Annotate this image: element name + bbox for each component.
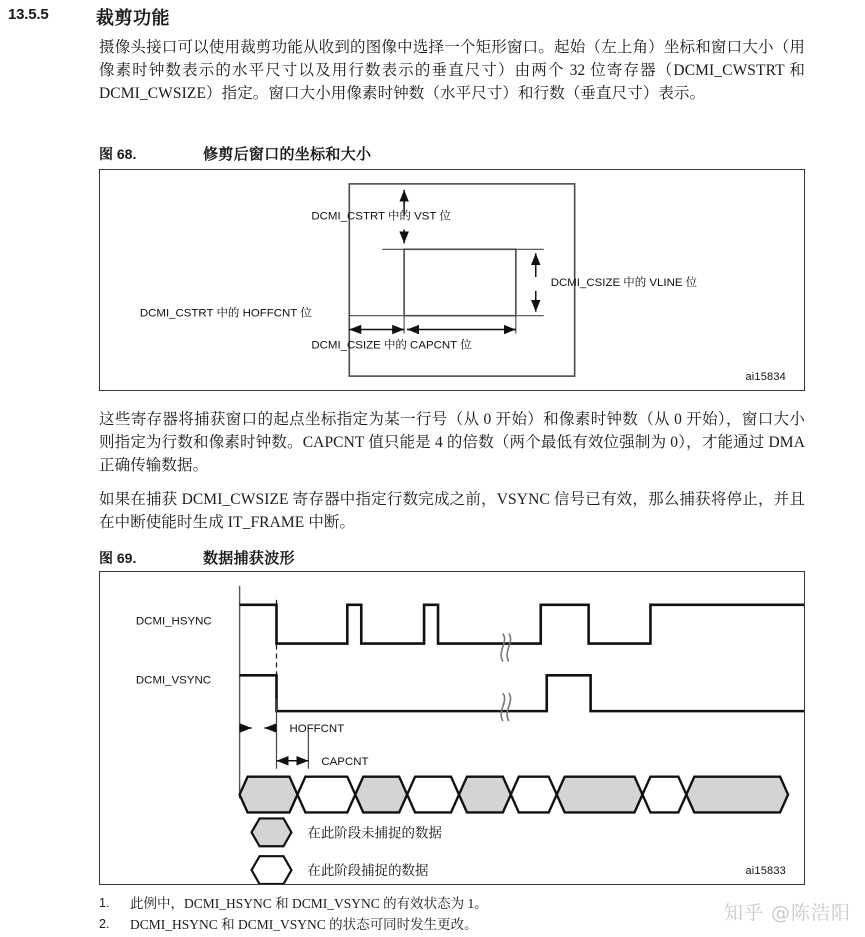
figure68-caption-text: 修剪后窗口的坐标和大小 bbox=[203, 146, 372, 163]
data-hex bbox=[240, 777, 298, 813]
paragraph-vsync: 如果在捕获 DCMI_CWSIZE 寄存器中指定行数完成之前，VSYNC 信号已有效，那么捕获将停止，并且在中断使能时生成 IT_FRAME 中断。 bbox=[99, 491, 805, 531]
section-number: 13.5.5 bbox=[8, 6, 49, 23]
data-hex bbox=[511, 777, 557, 813]
legend-hex-captured bbox=[252, 856, 292, 884]
crop-window-rect bbox=[404, 249, 516, 315]
figure69-caption-number: 图 69. bbox=[99, 550, 137, 566]
footnote-number: 2. bbox=[99, 917, 110, 931]
hsync-break-squiggle-b bbox=[507, 634, 510, 662]
figure68-drawing bbox=[100, 170, 804, 390]
data-hex bbox=[459, 777, 511, 813]
figure68-label-hoffcnt: DCMI_CSTRT 中的 HOFFCNT 位 bbox=[139, 307, 312, 320]
data-hex bbox=[557, 777, 643, 813]
data-hex bbox=[686, 777, 788, 813]
figure68-label-vst: DCMI_CSTRT 中的 VST 位 bbox=[311, 210, 451, 223]
figure68-label-capcnt: DCMI_CSIZE 中的 CAPCNT 位 bbox=[311, 339, 472, 352]
hsync-waveform bbox=[240, 605, 804, 644]
data-hex bbox=[355, 777, 407, 813]
legend-label-captured: 在此阶段捕捉的数据 bbox=[307, 863, 429, 879]
vsync-break-squiggle-b bbox=[507, 693, 510, 721]
data-bus-hexagons bbox=[240, 777, 788, 813]
footnote-row bbox=[99, 914, 719, 935]
paragraph-registers: 这些寄存器将捕获窗口的起点坐标指定为某一行号（从 0 开始）和像素时钟数（从 0 开始），窗口大小则指定为行数和像素时钟数。CAPCNT 值只能是 4 的倍数（两个最低有效位强制为 0），才能通过 DMA 正确传输数据。 bbox=[99, 411, 805, 474]
figure69-marker-capcnt: CAPCNT bbox=[321, 755, 369, 768]
data-hex bbox=[407, 777, 459, 813]
data-hex bbox=[642, 777, 686, 813]
vsync-break-squiggle-a bbox=[501, 693, 504, 721]
section-heading bbox=[0, 6, 865, 32]
figure69-label-vsync: DCMI_VSYNC bbox=[135, 674, 212, 687]
figure68-id: ai15834 bbox=[745, 371, 786, 383]
figure69-marker-hoffcnt: HOFFCNT bbox=[289, 722, 345, 735]
figure69-caption-text: 数据捕获波形 bbox=[203, 550, 295, 567]
hsync-break-squiggle-a bbox=[501, 634, 504, 662]
legend-hex-not-captured bbox=[252, 818, 292, 846]
footnote-row bbox=[99, 893, 719, 914]
footnote-number: 1. bbox=[99, 896, 110, 910]
legend-label-not-captured: 在此阶段未捕捉的数据 bbox=[307, 825, 442, 841]
figure68-caption bbox=[99, 143, 371, 164]
data-hex bbox=[297, 777, 355, 813]
figure69-label-hsync: DCMI_HSYNC bbox=[135, 615, 212, 628]
watermark: 知乎 @陈浩阳 bbox=[723, 902, 851, 924]
figure68-caption-number: 图 68. bbox=[99, 146, 137, 162]
figure69-drawing bbox=[100, 572, 804, 884]
figure69-id: ai15833 bbox=[745, 865, 786, 877]
vsync-waveform bbox=[240, 675, 804, 711]
figure69-box bbox=[99, 571, 805, 885]
figure68-label-vline: DCMI_CSIZE 中的 VLINE 位 bbox=[550, 276, 698, 289]
paragraph-intro: 摄像头接口可以使用裁剪功能从收到的图像中选择一个矩形窗口。起始（左上角）坐标和窗口大小（用像素时钟数表示的水平尺寸以及用行数表示的垂直尺寸）由两个 32 位寄存器（DCMI_CWSTRT 和 DCMI_CWSIZE）指定。窗口大小用像素时钟数（水平尺寸）和行数（垂直尺寸）表示。 bbox=[99, 39, 805, 102]
section-title: 裁剪功能 bbox=[96, 8, 170, 28]
figure69-caption bbox=[99, 547, 295, 568]
figure68-box bbox=[99, 169, 805, 391]
footnotes bbox=[99, 893, 719, 935]
footnote-text: DCMI_HSYNC 和 DCMI_VSYNC 的状态可同时发生更改。 bbox=[130, 917, 478, 932]
footnote-text: 此例中，DCMI_HSYNC 和 DCMI_VSYNC 的有效状态为 1。 bbox=[130, 896, 488, 911]
